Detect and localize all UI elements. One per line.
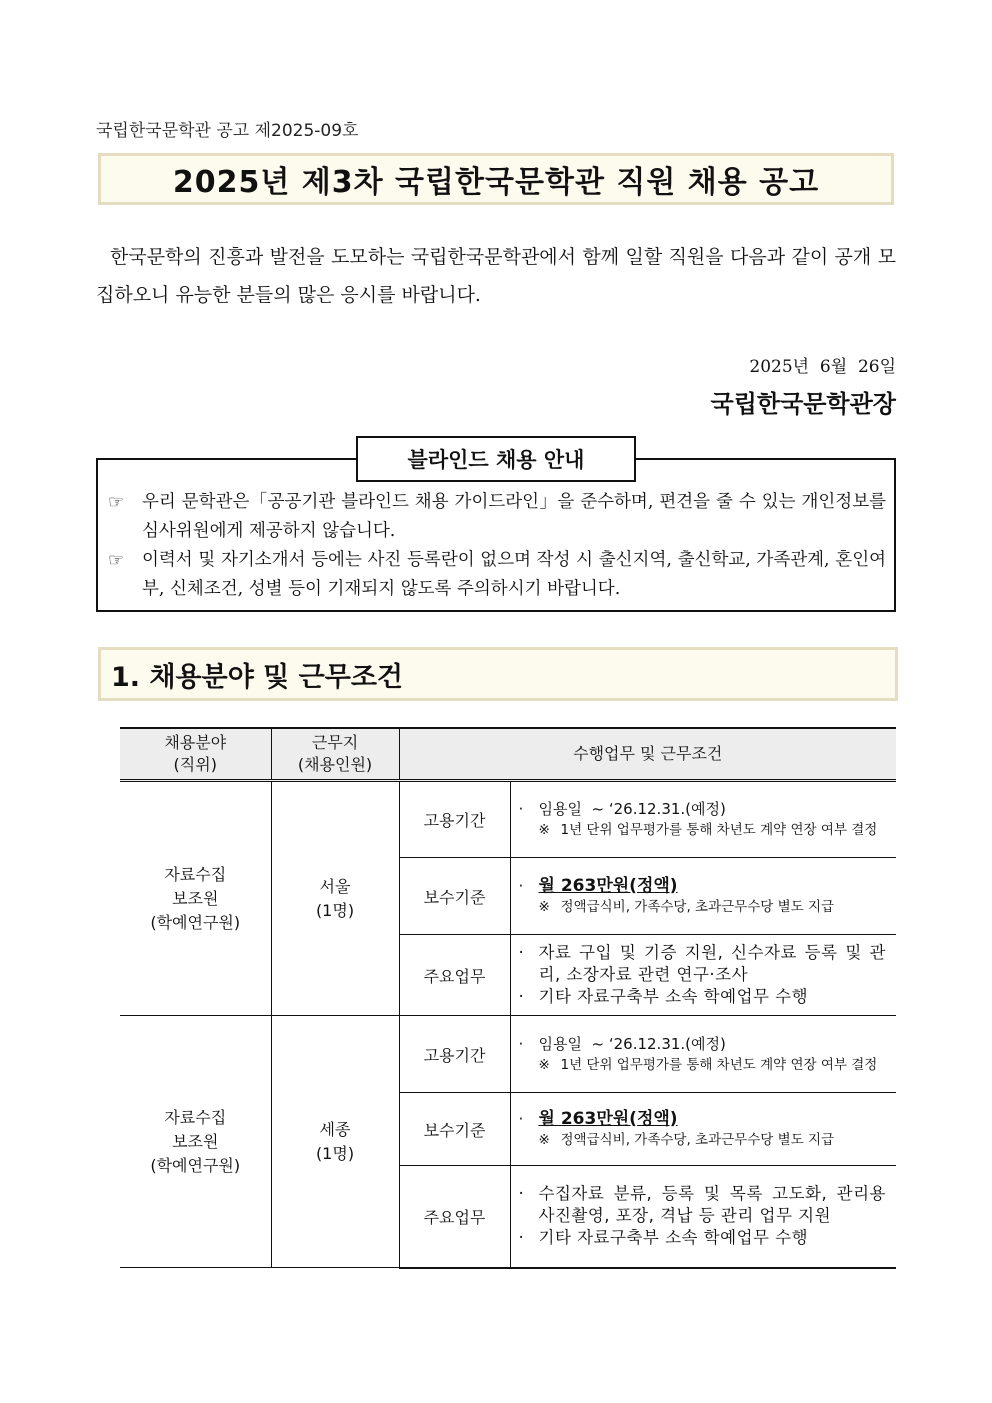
category-period: 고용기간 (399, 1016, 510, 1093)
pay-text: 월 263만원(정액) (538, 1108, 678, 1129)
header-field (120, 728, 271, 781)
list-item (108, 546, 886, 604)
place-name: 서울 (319, 876, 351, 896)
pay-note: 정액급식비, 가족수당, 초과근무수당 별도 지급 (560, 898, 835, 915)
table-row (120, 1016, 896, 1093)
category-duty: 주요업무 (399, 1166, 510, 1268)
position-line: 보조원 (172, 888, 219, 908)
announcement-date: 2025년 6월 26일 (749, 357, 896, 377)
duty-detail: · 수집자료 분류, 등록 및 목록 고도화, 관리용 사진촬영, 포장, 격납 등 관리 업무 지원 · 기타 자료구축부 소속 학예업무 수행 (510, 1166, 896, 1268)
header-place (271, 728, 399, 781)
title-banner (98, 153, 894, 205)
intro-paragraph (96, 238, 896, 314)
signer: 국립한국문학관장 (710, 389, 896, 418)
duty-item: 수집자료 분류, 등록 및 목록 고도화, 관리용 사진촬영, 포장, 격납 등 관리 업무 지원 (538, 1184, 886, 1226)
pay-text: 월 263만원(정액) (538, 875, 678, 896)
blind-item-text: 우리 문학관은「공공기관 블라인드 채용 가이드라인」을 준수하며, 편견을 줄 수 있는 개인정보를 심사위원에게 제공하지 않습니다. (142, 492, 886, 541)
intro-text: 한국문학의 진흥과 발전을 도모하는 국립한국문학관에서 함께 일할 직원을 다음과 같이 공개 모집하오니 유능한 분들의 많은 응시를 바랍니다. (96, 246, 896, 306)
position-line: 자료수집 (164, 1107, 227, 1127)
duty-detail: · 자료 구입 및 기증 지원, 신수자료 등록 및 관리, 소장자료 관련 연구·조사 · 기타 자료구축부 소속 학예업무 수행 (510, 935, 896, 1016)
place-name: 세종 (319, 1119, 351, 1139)
category-period: 고용기간 (399, 781, 510, 858)
section-heading-box (98, 647, 898, 701)
pointing-hand-icon: ☞ (108, 550, 125, 571)
blind-item-text: 이력서 및 자기소개서 등에는 사진 등록란이 없으며 작성 시 출신지역, 출신학교, 가족관계, 혼인여부, 신체조건, 성별 등이 기재되지 않도록 주의하시기 바랍니다. (142, 550, 886, 599)
period-text: 임용일 ~ ‘26.12.31.(예정) (538, 1034, 726, 1053)
pointing-hand-icon: ☞ (108, 492, 125, 513)
position-cell (120, 1016, 271, 1268)
jobs-table (120, 727, 896, 1269)
header-place-label: 근무지 (311, 733, 359, 752)
notice-number: 국립한국문학관 공고 제2025-09호 (96, 121, 359, 141)
headcount: (1명) (315, 900, 355, 920)
pay-detail: · 월 263만원(정액) ※ 정액급식비, 가족수당, 초과근무수당 별도 지급 (510, 858, 896, 935)
category-pay: 보수기준 (399, 1093, 510, 1166)
header-duty: 수행업무 및 근무조건 (399, 728, 896, 781)
headcount: (1명) (315, 1143, 355, 1163)
period-text: 임용일 ~ ‘26.12.31.(예정) (538, 800, 726, 818)
position-line: (학예연구원) (150, 1155, 241, 1175)
category-duty: 주요업무 (399, 935, 510, 1016)
header-place-sublabel: (채용인원) (297, 755, 373, 774)
place-cell (271, 781, 399, 1016)
header-field-sublabel: (직위) (173, 755, 217, 774)
period-note: 1년 단위 업무평가를 통해 차년도 계약 연장 여부 결정 (560, 1056, 878, 1073)
place-cell (271, 1016, 399, 1268)
period-detail: · 임용일 ~ ‘26.12.31.(예정) ※ 1년 단위 업무평가를 통해 차년도 계약 연장 여부 결정 (510, 1016, 896, 1093)
pay-detail: · 월 263만원(정액) ※ 정액급식비, 가족수당, 초과근무수당 별도 지급 (510, 1093, 896, 1166)
pay-note: 정액급식비, 가족수당, 초과근무수당 별도 지급 (560, 1131, 835, 1148)
section-heading: 1. 채용분야 및 근무조건 (111, 661, 403, 693)
duty-item: 자료 구입 및 기증 지원, 신수자료 등록 및 관리, 소장자료 관련 연구·조사 (538, 943, 886, 984)
blind-notice-title: 블라인드 채용 안내 (356, 436, 636, 482)
header-field-label: 채용분야 (164, 733, 227, 752)
duty-item: 기타 자료구축부 소속 학예업무 수행 (538, 987, 809, 1006)
page-title: 2025년 제3차 국립한국문학관 직원 채용 공고 (172, 165, 820, 200)
position-cell (120, 781, 271, 1016)
table-row (120, 781, 896, 858)
position-line: (학예연구원) (150, 912, 241, 932)
list-item (108, 488, 886, 546)
category-pay: 보수기준 (399, 858, 510, 935)
duty-item: 기타 자료구축부 소속 학예업무 수행 (538, 1228, 809, 1248)
period-note: 1년 단위 업무평가를 통해 차년도 계약 연장 여부 결정 (560, 822, 878, 838)
table-header-row (120, 728, 896, 781)
position-line: 자료수집 (164, 864, 227, 884)
period-detail: · 임용일 ~ ‘26.12.31.(예정) ※ 1년 단위 업무평가를 통해 차년도 계약 연장 여부 결정 (510, 781, 896, 858)
blind-notice-list (108, 488, 886, 604)
position-line: 보조원 (172, 1131, 219, 1151)
